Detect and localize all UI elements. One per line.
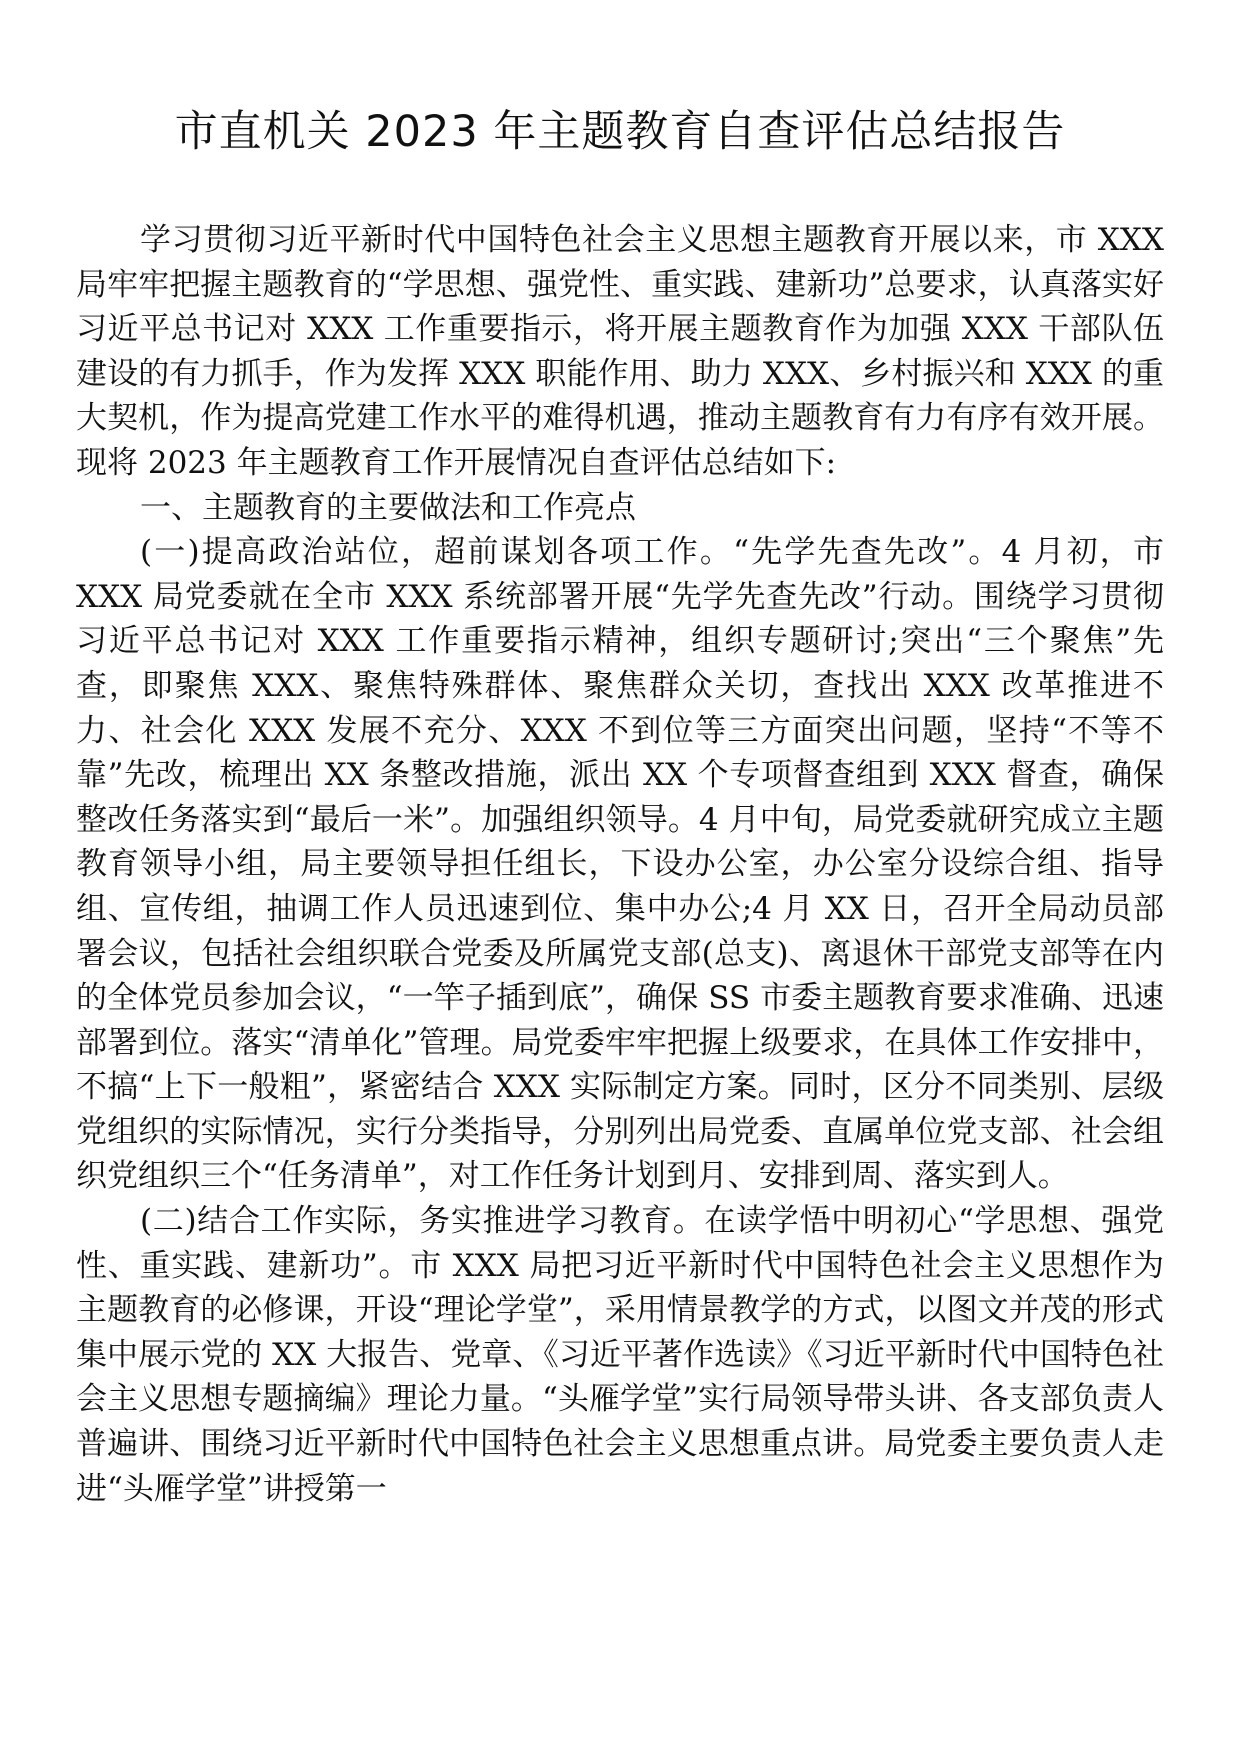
document-body: [76, 218, 1164, 1511]
subsection-paragraph-2: (二)结合工作实际，务实推进学习教育。在读学悟中明初心“学思想、强党性、重实践、建新功”。市 XXX 局把习近平新时代中国特色社会主义思想作为主题教育的必修课，开设“理论学堂”，采用情景教学的方式，以图文并茂的形式集中展示党的 XX 大报告、党章、《习近平著作选读》《习近平新时代中国特色社会主义思想专题摘编》理论力量。“头雁学堂”实行局领导带头讲、各支部负责人普遍讲、围绕习近平新时代中国特色社会主义思想重点讲。局党委主要负责人走进“头雁学堂”讲授第一: [76, 1203, 1164, 1507]
section-heading: 一、主题教育的主要做法和工作亮点: [140, 489, 636, 526]
document-title: 市直机关 2023 年主题教育自查评估总结报告: [174, 107, 1066, 157]
subsection-paragraph-1: (一)提高政治站位，超前谋划各项工作。“先学先查先改”。4 月初，市 XXX 局党委就在全市 XXX 系统部署开展“先学先查先改”行动。围绕学习贯彻习近平总书记对 XXX 工作重要指示精神，组织专题研讨;突出“三个聚焦”先查，即聚焦 XXX、聚焦特殊群体、聚焦群众关切，查找出 XXX 改革推进不力、社会化 XXX 发展不充分、XXX 不到位等三方面突出问题，坚持“不等不靠”先改，梳理出 XX 条整改措施，派出 XX 个专项督查组到 XXX 督查，确保整改任务落实到“最后一米”。加强组织领导。4 月中旬，局党委就研究成立主题教育领导小组，局主要领导担任组长，下设办公室，办公室分设综合组、指导组、宣传组，抽调工作人员迅速到位、集中办公;4 月 XX 日，召开全局动员部署会议，包括社会组织联合党委及所属党支部(总支)、离退休干部党支部等在内的全体党员参加会议，“一竿子插到底”，确保 SS 市委主题教育要求准确、迅速部署到位。落实“清单化”管理。局党委牢牢把握上级要求，在具体工作安排中，不搞“上下一般粗”，紧密结合 XXX 实际制定方案。同时，区分不同类别、层级党组织的实际情况，实行分类指导，分别列出局党委、直属单位党支部、社会组织党组织三个“任务清单”，对工作任务计划到月、安排到周、落实到人。: [76, 534, 1164, 1195]
intro-paragraph: 学习贯彻习近平新时代中国特色社会主义思想主题教育开展以来，市 XXX 局牢牢把握主题教育的“学思想、强党性、重实践、建新功”总要求，认真落实好习近平总书记对 XXX 工作重要指示，将开展主题教育作为加强 XXX 干部队伍建设的有力抓手，作为发挥 XXX 职能作用、助力 XXX、乡村振兴和 XXX 的重大契机，作为提高党建工作水平的难得机遇，推动主题教育有力有序有效开展。现将 2023 年主题教育工作开展情况自查评估总结如下:: [76, 222, 1164, 481]
